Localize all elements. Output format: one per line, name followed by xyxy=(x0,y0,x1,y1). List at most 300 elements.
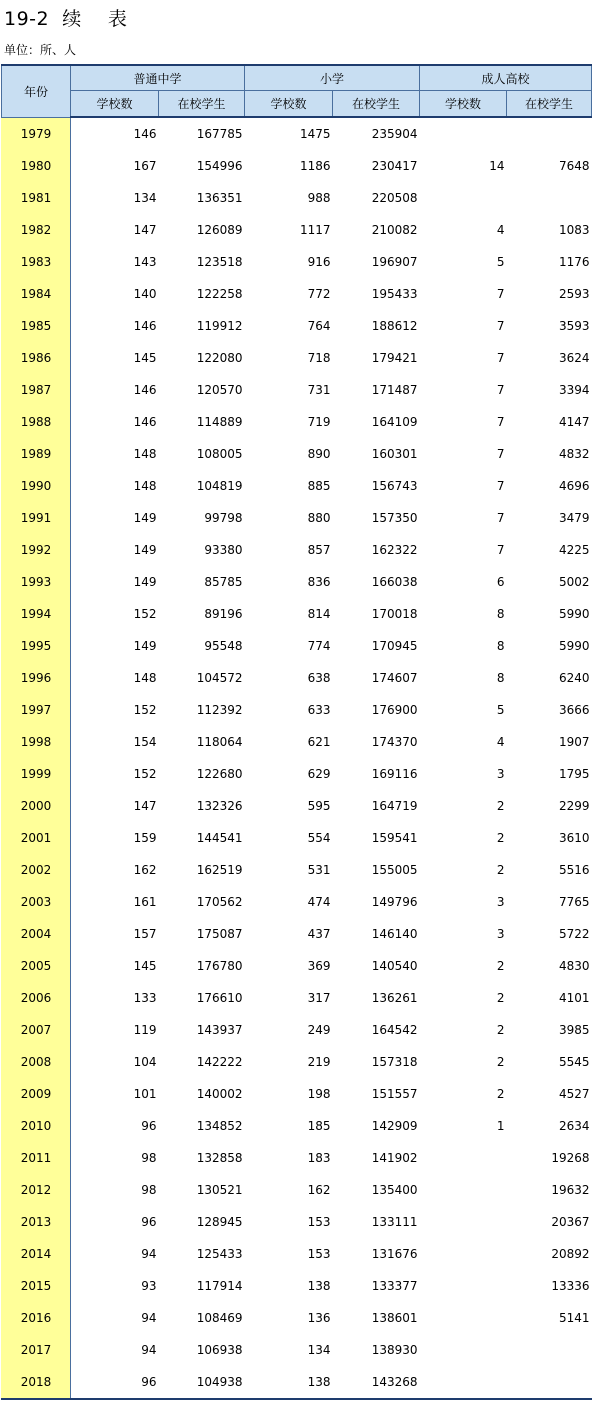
adult-college-enrollment-cell: 3394 xyxy=(559,383,590,397)
adult-college-enrollment-cell: 5141 xyxy=(559,1311,590,1325)
adult-college-count-cell: 2 xyxy=(496,991,505,1005)
middle-school-enrollment-cell: 176610 xyxy=(196,991,243,1005)
primary-school-enrollment-cell: 156743 xyxy=(371,479,418,493)
middle-school-count-cell: 157 xyxy=(133,927,157,941)
middle-school-enrollment-cell: 142222 xyxy=(196,1055,243,1069)
adult-college-enrollment-cell: 3624 xyxy=(559,351,590,365)
primary-school-count-cell: 595 xyxy=(307,799,331,813)
middle-school-count-cell: 152 xyxy=(133,607,157,621)
primary-school-count-cell: 633 xyxy=(307,703,331,717)
year-cell: 2007 xyxy=(2,1014,71,1046)
table-row xyxy=(2,342,592,374)
middle-school-count-cell: 96 xyxy=(141,1215,157,1229)
middle-school-count-cell: 96 xyxy=(71,1366,159,1399)
year-cell: 1992 xyxy=(2,534,71,566)
middle-school-enrollment-cell: 108005 xyxy=(196,447,243,461)
middle-school-enrollment-cell: 176780 xyxy=(196,959,243,973)
table-row xyxy=(2,1206,592,1238)
table-row xyxy=(2,1078,592,1110)
table-row xyxy=(2,1270,592,1302)
primary-school-count-cell: 134 xyxy=(307,1343,331,1357)
adult-college-enrollment-cell: 3666 xyxy=(559,703,590,717)
primary-school-count-cell: 138 xyxy=(307,1279,331,1293)
table-row xyxy=(2,758,592,790)
middle-school-count-cell: 140 xyxy=(133,287,157,301)
primary-school-enrollment-cell: 162322 xyxy=(371,543,418,557)
primary-school-enrollment-cell: 220508 xyxy=(371,191,418,205)
table-row xyxy=(2,886,592,918)
primary-school-count-cell: 916 xyxy=(307,255,331,269)
adult-college-count-cell xyxy=(420,1302,507,1334)
year-cell: 2014 xyxy=(2,1238,71,1270)
middle-school-enrollment-cell: 122680 xyxy=(196,767,243,781)
primary-school-enrollment-cell: 143268 xyxy=(333,1366,420,1399)
primary-school-enrollment-cell: 195433 xyxy=(371,287,418,301)
adult-college-enrollment-cell: 6240 xyxy=(559,671,590,685)
middle-school-count-cell: 147 xyxy=(133,223,157,237)
middle-school-enrollment-cell: 108469 xyxy=(196,1311,243,1325)
adult-college-enrollment-cell: 4696 xyxy=(559,479,590,493)
middle-school-enrollment-cell: 128945 xyxy=(196,1215,243,1229)
adult-college-count-cell xyxy=(420,117,507,150)
middle-school-count-cell: 149 xyxy=(133,575,157,589)
adult-college-count-cell: 7 xyxy=(496,383,505,397)
adult-college-enrollment-cell: 4832 xyxy=(559,447,590,461)
middle-school-count-cell: 98 xyxy=(141,1183,157,1197)
primary-school-enrollment-cell: 142909 xyxy=(371,1119,418,1133)
middle-school-enrollment-cell: 89196 xyxy=(204,607,243,621)
adult-college-count-cell: 4 xyxy=(496,223,505,237)
adult-college-enrollment-cell: 5545 xyxy=(559,1055,590,1069)
year-cell: 2001 xyxy=(2,822,71,854)
adult-college-count-cell: 14 xyxy=(489,159,505,173)
middle-school-count-cell: 101 xyxy=(133,1087,157,1101)
middle-school-enrollment-cell: 93380 xyxy=(204,543,243,557)
table-row xyxy=(2,1174,592,1206)
primary-school-count-cell: 198 xyxy=(307,1087,331,1101)
adult-college-count-cell xyxy=(420,1238,507,1270)
table-row xyxy=(2,117,592,150)
adult-college-enrollment-cell: 13336 xyxy=(551,1279,590,1293)
primary-school-count-cell: 369 xyxy=(307,959,331,973)
middle-school-count-cell: 146 xyxy=(133,127,157,141)
primary-school-enrollment-cell: 166038 xyxy=(371,575,418,589)
table-row xyxy=(2,1238,592,1270)
table-row xyxy=(2,566,592,598)
adult-college-count-cell: 7 xyxy=(496,479,505,493)
middle-school-enrollment-cell: 114889 xyxy=(196,415,243,429)
table-row xyxy=(2,1014,592,1046)
middle-school-count-cell: 134 xyxy=(133,191,157,205)
table-row xyxy=(2,1046,592,1078)
adult-college-enrollment-cell: 3479 xyxy=(559,511,590,525)
adult-college-enrollment-cell: 4527 xyxy=(559,1087,590,1101)
middle-school-count-cell: 104 xyxy=(133,1055,157,1069)
primary-school-enrollment-cell: 176900 xyxy=(371,703,418,717)
year-cell: 2013 xyxy=(2,1206,71,1238)
primary-school-enrollment-cell: 210082 xyxy=(371,223,418,237)
primary-school-count-cell: 774 xyxy=(307,639,331,653)
adult-college-enrollment-cell xyxy=(507,182,592,214)
subheader-enrollment: 在校学生 xyxy=(507,91,592,118)
primary-school-enrollment-cell: 164109 xyxy=(371,415,418,429)
adult-college-enrollment-cell: 4830 xyxy=(559,959,590,973)
primary-school-enrollment-cell: 133111 xyxy=(371,1215,418,1229)
middle-school-enrollment-cell: 123518 xyxy=(196,255,243,269)
year-cell: 2008 xyxy=(2,1046,71,1078)
primary-school-enrollment-cell: 157318 xyxy=(371,1055,418,1069)
table-row xyxy=(2,694,592,726)
middle-school-enrollment-cell: 130521 xyxy=(196,1183,243,1197)
table-row xyxy=(2,982,592,1014)
primary-school-count-cell: 138 xyxy=(245,1366,333,1399)
primary-school-count-cell: 638 xyxy=(307,671,331,685)
adult-college-count-cell: 8 xyxy=(496,671,505,685)
year-cell: 2015 xyxy=(2,1270,71,1302)
adult-college-count-cell: 7 xyxy=(496,511,505,525)
primary-school-count-cell: 1117 xyxy=(299,223,331,237)
primary-school-enrollment-cell: 141902 xyxy=(371,1151,418,1165)
table-row xyxy=(2,726,592,758)
table-row xyxy=(2,662,592,694)
primary-school-enrollment-cell: 170945 xyxy=(371,639,418,653)
middle-school-count-cell: 149 xyxy=(133,511,157,525)
adult-college-count-cell xyxy=(420,1366,507,1399)
primary-school-enrollment-cell: 157350 xyxy=(371,511,418,525)
middle-school-enrollment-cell: 104938 xyxy=(159,1366,245,1399)
middle-school-count-cell: 96 xyxy=(141,1119,157,1133)
primary-school-count-cell: 153 xyxy=(307,1215,331,1229)
middle-school-count-cell: 119 xyxy=(133,1023,157,1037)
middle-school-enrollment-cell: 122080 xyxy=(196,351,243,365)
primary-school-count-cell: 474 xyxy=(307,895,331,909)
primary-school-enrollment-cell: 164542 xyxy=(371,1023,418,1037)
table-row xyxy=(2,214,592,246)
year-cell: 1991 xyxy=(2,502,71,534)
year-cell: 2006 xyxy=(2,982,71,1014)
primary-school-enrollment-cell: 169116 xyxy=(371,767,418,781)
middle-school-enrollment-cell: 126089 xyxy=(196,223,243,237)
page-title: 19-2 续 表 xyxy=(4,8,128,30)
group-header-adult-college: 成人高校 xyxy=(420,65,592,91)
year-cell: 2000 xyxy=(2,790,71,822)
primary-school-enrollment-cell: 171487 xyxy=(371,383,418,397)
middle-school-enrollment-cell: 106938 xyxy=(196,1343,243,1357)
adult-college-count-cell xyxy=(420,1334,507,1366)
unit-label: 单位：所、人 xyxy=(4,43,77,57)
primary-school-enrollment-cell: 230417 xyxy=(371,159,418,173)
year-cell: 2005 xyxy=(2,950,71,982)
year-cell: 1989 xyxy=(2,438,71,470)
middle-school-enrollment-cell: 162519 xyxy=(196,863,243,877)
middle-school-enrollment-cell: 132858 xyxy=(196,1151,243,1165)
adult-college-count-cell xyxy=(420,1270,507,1302)
year-cell: 1988 xyxy=(2,406,71,438)
middle-school-enrollment-cell: 119912 xyxy=(196,319,243,333)
adult-college-count-cell: 5 xyxy=(496,255,505,269)
year-cell: 1981 xyxy=(2,182,71,214)
year-cell: 2003 xyxy=(2,886,71,918)
primary-school-enrollment-cell: 170018 xyxy=(371,607,418,621)
middle-school-enrollment-cell: 104819 xyxy=(196,479,243,493)
middle-school-enrollment-cell: 134852 xyxy=(196,1119,243,1133)
adult-college-enrollment-cell: 19268 xyxy=(551,1151,590,1165)
primary-school-enrollment-cell: 138930 xyxy=(371,1343,418,1357)
primary-school-enrollment-cell: 174370 xyxy=(371,735,418,749)
subheader-school-count: 学校数 xyxy=(420,91,507,118)
table-row xyxy=(2,374,592,406)
primary-school-count-cell: 772 xyxy=(307,287,331,301)
primary-school-count-cell: 857 xyxy=(307,543,331,557)
subheader-enrollment: 在校学生 xyxy=(159,91,245,118)
table-row xyxy=(2,822,592,854)
middle-school-enrollment-cell: 154996 xyxy=(196,159,243,173)
adult-college-enrollment-cell: 1795 xyxy=(559,767,590,781)
adult-college-count-cell xyxy=(420,1206,507,1238)
middle-school-count-cell: 93 xyxy=(141,1279,157,1293)
adult-college-enrollment-cell: 2299 xyxy=(559,799,590,813)
adult-college-enrollment-cell: 3610 xyxy=(559,831,590,845)
adult-college-enrollment-cell: 5722 xyxy=(559,927,590,941)
adult-college-count-cell: 2 xyxy=(496,799,505,813)
middle-school-count-cell: 98 xyxy=(141,1151,157,1165)
primary-school-count-cell: 1475 xyxy=(299,127,331,141)
middle-school-count-cell: 94 xyxy=(141,1343,157,1357)
adult-college-enrollment-cell: 1176 xyxy=(559,255,590,269)
year-cell: 1987 xyxy=(2,374,71,406)
primary-school-count-cell: 836 xyxy=(307,575,331,589)
adult-college-count-cell: 2 xyxy=(496,959,505,973)
middle-school-enrollment-cell: 170562 xyxy=(196,895,243,909)
primary-school-enrollment-cell: 174607 xyxy=(371,671,418,685)
primary-school-enrollment-cell: 140540 xyxy=(371,959,418,973)
year-cell: 1994 xyxy=(2,598,71,630)
primary-school-count-cell: 890 xyxy=(307,447,331,461)
middle-school-count-cell: 148 xyxy=(133,447,157,461)
year-column-header: 年份 xyxy=(2,65,71,117)
middle-school-enrollment-cell: 122258 xyxy=(196,287,243,301)
data-table xyxy=(1,64,592,1400)
primary-school-enrollment-cell: 133377 xyxy=(371,1279,418,1293)
middle-school-count-cell: 94 xyxy=(141,1247,157,1261)
adult-college-count-cell: 7 xyxy=(496,447,505,461)
middle-school-count-cell: 154 xyxy=(133,735,157,749)
middle-school-enrollment-cell: 120570 xyxy=(196,383,243,397)
primary-school-enrollment-cell: 179421 xyxy=(371,351,418,365)
year-cell: 2011 xyxy=(2,1142,71,1174)
adult-college-count-cell xyxy=(420,1174,507,1206)
adult-college-count-cell: 7 xyxy=(496,543,505,557)
primary-school-count-cell: 136 xyxy=(307,1311,331,1325)
adult-college-count-cell: 2 xyxy=(496,1055,505,1069)
middle-school-count-cell: 147 xyxy=(133,799,157,813)
adult-college-count-cell: 2 xyxy=(496,831,505,845)
primary-school-count-cell: 219 xyxy=(307,1055,331,1069)
middle-school-count-cell: 94 xyxy=(141,1311,157,1325)
middle-school-enrollment-cell: 175087 xyxy=(196,927,243,941)
adult-college-enrollment-cell: 5516 xyxy=(559,863,590,877)
table-row xyxy=(2,630,592,662)
primary-school-count-cell: 162 xyxy=(307,1183,331,1197)
table-row xyxy=(2,854,592,886)
primary-school-enrollment-cell: 146140 xyxy=(371,927,418,941)
primary-school-enrollment-cell: 196907 xyxy=(371,255,418,269)
adult-college-enrollment-cell: 20367 xyxy=(551,1215,590,1229)
table-row xyxy=(2,502,592,534)
adult-college-enrollment-cell: 3593 xyxy=(559,319,590,333)
year-cell: 2012 xyxy=(2,1174,71,1206)
primary-school-enrollment-cell: 188612 xyxy=(371,319,418,333)
year-cell: 1984 xyxy=(2,278,71,310)
primary-school-count-cell: 317 xyxy=(307,991,331,1005)
adult-college-enrollment-cell: 4101 xyxy=(559,991,590,1005)
table-row xyxy=(2,598,592,630)
primary-school-count-cell: 880 xyxy=(307,511,331,525)
middle-school-count-cell: 152 xyxy=(133,703,157,717)
primary-school-count-cell: 183 xyxy=(307,1151,331,1165)
adult-college-enrollment-cell: 7765 xyxy=(559,895,590,909)
primary-school-count-cell: 885 xyxy=(307,479,331,493)
middle-school-enrollment-cell: 99798 xyxy=(204,511,243,525)
middle-school-count-cell: 143 xyxy=(133,255,157,269)
primary-school-count-cell: 719 xyxy=(307,415,331,429)
primary-school-enrollment-cell: 149796 xyxy=(371,895,418,909)
adult-college-enrollment-cell xyxy=(507,117,592,150)
primary-school-count-cell: 185 xyxy=(307,1119,331,1133)
adult-college-count-cell: 7 xyxy=(496,287,505,301)
adult-college-count-cell: 7 xyxy=(496,415,505,429)
year-cell: 1985 xyxy=(2,310,71,342)
table-row xyxy=(2,246,592,278)
middle-school-count-cell: 146 xyxy=(133,383,157,397)
table-row xyxy=(2,310,592,342)
middle-school-count-cell: 146 xyxy=(133,415,157,429)
group-header-primary-school: 小学 xyxy=(245,65,420,91)
primary-school-enrollment-cell: 135400 xyxy=(371,1183,418,1197)
year-cell: 1990 xyxy=(2,470,71,502)
middle-school-count-cell: 161 xyxy=(133,895,157,909)
primary-school-enrollment-cell: 235904 xyxy=(371,127,418,141)
adult-college-enrollment-cell: 19632 xyxy=(551,1183,590,1197)
table-body xyxy=(2,117,592,1399)
middle-school-count-cell: 149 xyxy=(133,639,157,653)
table-row xyxy=(2,150,592,182)
middle-school-count-cell: 167 xyxy=(133,159,157,173)
subheader-school-count: 学校数 xyxy=(245,91,333,118)
adult-college-count-cell: 6 xyxy=(496,575,505,589)
primary-school-enrollment-cell: 138601 xyxy=(371,1311,418,1325)
primary-school-count-cell: 718 xyxy=(307,351,331,365)
subheader-enrollment: 在校学生 xyxy=(333,91,420,118)
primary-school-count-cell: 629 xyxy=(307,767,331,781)
adult-college-enrollment-cell: 1907 xyxy=(559,735,590,749)
adult-college-enrollment-cell xyxy=(507,1366,592,1399)
adult-college-count-cell: 3 xyxy=(496,895,505,909)
primary-school-count-cell: 153 xyxy=(307,1247,331,1261)
middle-school-count-cell: 146 xyxy=(133,319,157,333)
table-row xyxy=(2,950,592,982)
middle-school-count-cell: 152 xyxy=(133,767,157,781)
adult-college-count-cell: 2 xyxy=(496,1087,505,1101)
middle-school-enrollment-cell: 132326 xyxy=(196,799,243,813)
primary-school-count-cell: 531 xyxy=(307,863,331,877)
table-row xyxy=(2,1334,592,1366)
table-row xyxy=(2,918,592,950)
primary-school-enrollment-cell: 136261 xyxy=(371,991,418,1005)
adult-college-count-cell: 3 xyxy=(496,767,505,781)
middle-school-enrollment-cell: 143937 xyxy=(196,1023,243,1037)
primary-school-enrollment-cell: 164719 xyxy=(371,799,418,813)
middle-school-count-cell: 159 xyxy=(133,831,157,845)
table-header xyxy=(2,65,592,117)
adult-college-count-cell: 2 xyxy=(496,1023,505,1037)
primary-school-enrollment-cell: 159541 xyxy=(371,831,418,845)
year-cell: 1982 xyxy=(2,214,71,246)
adult-college-count-cell: 5 xyxy=(496,703,505,717)
adult-college-count-cell: 4 xyxy=(496,735,505,749)
adult-college-enrollment-cell: 20892 xyxy=(551,1247,590,1261)
table-row xyxy=(2,1142,592,1174)
middle-school-enrollment-cell: 95548 xyxy=(204,639,243,653)
primary-school-count-cell: 731 xyxy=(307,383,331,397)
year-cell: 1995 xyxy=(2,630,71,662)
adult-college-count-cell: 8 xyxy=(496,607,505,621)
adult-college-enrollment-cell: 2634 xyxy=(559,1119,590,1133)
adult-college-count-cell xyxy=(420,1142,507,1174)
adult-college-enrollment-cell: 5990 xyxy=(559,639,590,653)
year-cell: 1979 xyxy=(2,117,71,150)
year-cell: 1998 xyxy=(2,726,71,758)
year-cell: 1983 xyxy=(2,246,71,278)
table-row xyxy=(2,406,592,438)
group-header-middle-school: 普通中学 xyxy=(71,65,245,91)
table-row xyxy=(2,278,592,310)
adult-college-enrollment-cell: 7648 xyxy=(559,159,590,173)
middle-school-count-cell: 133 xyxy=(133,991,157,1005)
adult-college-count-cell: 7 xyxy=(496,319,505,333)
adult-college-enrollment-cell: 5002 xyxy=(559,575,590,589)
year-cell: 1980 xyxy=(2,150,71,182)
primary-school-count-cell: 554 xyxy=(307,831,331,845)
table-row xyxy=(2,182,592,214)
primary-school-enrollment-cell: 131676 xyxy=(371,1247,418,1261)
subheader-school-count: 学校数 xyxy=(71,91,159,118)
primary-school-enrollment-cell: 151557 xyxy=(371,1087,418,1101)
adult-college-enrollment-cell xyxy=(507,1334,592,1366)
primary-school-enrollment-cell: 160301 xyxy=(371,447,418,461)
year-cell: 1986 xyxy=(2,342,71,374)
middle-school-count-cell: 145 xyxy=(133,351,157,365)
year-cell: 1997 xyxy=(2,694,71,726)
year-cell: 2010 xyxy=(2,1110,71,1142)
adult-college-enrollment-cell: 2593 xyxy=(559,287,590,301)
year-cell: 2009 xyxy=(2,1078,71,1110)
year-cell: 2016 xyxy=(2,1302,71,1334)
year-cell: 2002 xyxy=(2,854,71,886)
middle-school-count-cell: 162 xyxy=(133,863,157,877)
year-cell: 2017 xyxy=(2,1334,71,1366)
middle-school-enrollment-cell: 85785 xyxy=(204,575,243,589)
middle-school-enrollment-cell: 125433 xyxy=(196,1247,243,1261)
middle-school-count-cell: 148 xyxy=(133,671,157,685)
adult-college-count-cell: 7 xyxy=(496,351,505,365)
table-row xyxy=(2,534,592,566)
primary-school-count-cell: 764 xyxy=(307,319,331,333)
adult-college-enrollment-cell: 3985 xyxy=(559,1023,590,1037)
middle-school-count-cell: 145 xyxy=(133,959,157,973)
adult-college-count-cell: 8 xyxy=(496,639,505,653)
primary-school-count-cell: 437 xyxy=(307,927,331,941)
